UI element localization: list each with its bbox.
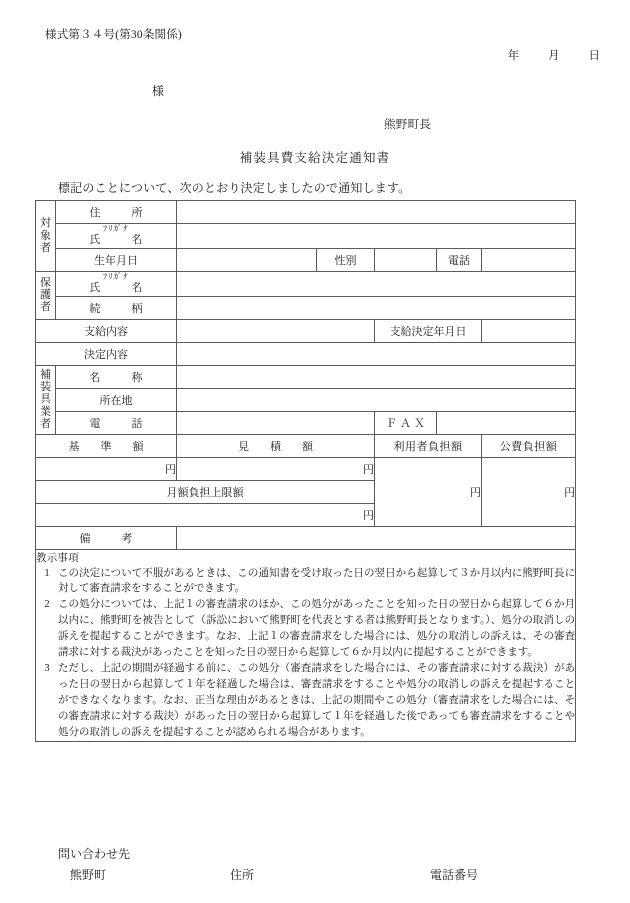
label-decision-content: 決定内容 bbox=[36, 342, 177, 365]
vendor-char-4: 業 bbox=[40, 405, 51, 418]
notice-item-number: 1 bbox=[44, 567, 50, 579]
addressee-suffix: 様 bbox=[152, 84, 165, 98]
target-person-char-3: 者 bbox=[40, 242, 51, 255]
label-address: 住 所 bbox=[56, 201, 177, 224]
label-remarks: 備 考 bbox=[36, 526, 177, 549]
notice-item-number: 2 bbox=[44, 599, 50, 611]
notice-item-text: この決定について不服があるときは、この通知書を受け取った日の翌日から起算して３か月以内に熊野町長に対して審査請求をすることができます。 bbox=[58, 567, 576, 595]
table-row bbox=[36, 549, 576, 741]
field-phone[interactable] bbox=[482, 248, 576, 271]
notice-item bbox=[36, 566, 575, 598]
field-user-burden[interactable]: 円 bbox=[375, 457, 482, 526]
contact-title: 問い合わせ先 bbox=[58, 847, 131, 861]
table-row bbox=[36, 434, 576, 457]
vendor-char-2: 装 bbox=[40, 381, 51, 394]
table-row bbox=[36, 248, 576, 271]
field-birthdate[interactable] bbox=[177, 248, 317, 271]
label-estimate-amount: 見 積 額 bbox=[177, 434, 375, 457]
table-row bbox=[36, 342, 576, 365]
label-supply-content: 支給内容 bbox=[36, 319, 177, 342]
vendor-char-3: 具 bbox=[40, 393, 51, 406]
date-day-label: 日 bbox=[588, 50, 600, 62]
contact-municipality: 熊野町 bbox=[70, 868, 107, 882]
guardian-char-3: 者 bbox=[40, 301, 51, 314]
field-address[interactable] bbox=[177, 201, 576, 224]
field-monthly-cap[interactable]: 円 bbox=[36, 503, 375, 526]
field-relation[interactable] bbox=[177, 296, 576, 319]
field-vendor-phone[interactable] bbox=[177, 411, 375, 434]
field-vendor-name[interactable] bbox=[177, 365, 576, 388]
table-row bbox=[36, 296, 576, 319]
vendor-char-1: 補 bbox=[40, 368, 51, 381]
notice-item-text: この処分については、上記１の審査請求のほか、この処分があったことを知った日の翌日から起算して６か月以内に、熊野町を被告として（訴訟において熊野町を代表とする者は熊野町長となります。）、処分の取消しの訴えを提起することができます。なお、上記１の審査請求をした場合には、処分の取消しの訴えは、その審査請求に対する裁決があったことを知った日の翌日から起算して６か月以内に提起することができます。 bbox=[58, 599, 576, 659]
vendor-char-5: 者 bbox=[40, 417, 51, 430]
label-supply-decision-date: 支給決定年月日 bbox=[375, 319, 482, 342]
label-furigana-guardian: ﾌﾘｶﾞﾅ bbox=[103, 271, 129, 281]
issuer-name: 熊野町長 bbox=[384, 119, 432, 131]
date-line bbox=[508, 47, 600, 63]
guardian-char-1: 保 bbox=[40, 276, 51, 289]
table-row bbox=[36, 388, 576, 411]
label-vendor-location: 所在地 bbox=[56, 388, 177, 411]
notice-item-number: 3 bbox=[44, 663, 50, 675]
table-row bbox=[36, 457, 576, 480]
label-birthdate: 生年月日 bbox=[56, 248, 177, 271]
table-row bbox=[36, 365, 576, 388]
label-furigana-target: ﾌﾘｶﾞﾅ bbox=[103, 224, 129, 233]
table-row bbox=[36, 224, 576, 249]
notice-item bbox=[36, 661, 575, 741]
field-guardian-name[interactable] bbox=[177, 271, 576, 296]
label-monthly-cap: 月額負担上限額 bbox=[36, 480, 375, 503]
label-name-target: 氏 名 bbox=[89, 234, 153, 246]
field-public-burden[interactable]: 円 bbox=[482, 457, 576, 526]
row-group-label-target-person bbox=[36, 201, 56, 272]
contact-row bbox=[70, 866, 590, 883]
row-group-label-vendor bbox=[36, 365, 56, 434]
field-supply-decision-date[interactable] bbox=[482, 319, 576, 342]
label-user-burden: 利用者負担額 bbox=[375, 434, 482, 457]
notice-item bbox=[36, 597, 575, 661]
label-fax: ＦＡＸ bbox=[375, 411, 437, 434]
notice-title: 教示事項 bbox=[36, 552, 79, 564]
field-vendor-location[interactable] bbox=[177, 388, 576, 411]
field-supply-content[interactable] bbox=[177, 319, 375, 342]
page-title: 補装具費支給決定通知書 bbox=[239, 151, 391, 165]
notification-form-table bbox=[35, 200, 576, 742]
date-month-label: 月 bbox=[548, 50, 560, 62]
field-estimate-amount[interactable]: 円 bbox=[177, 457, 375, 480]
field-decision-content[interactable] bbox=[177, 342, 576, 365]
contact-address-label: 住所 bbox=[230, 868, 255, 882]
field-target-name[interactable] bbox=[177, 224, 576, 249]
notice-item-text: ただし、上記の期間が経過する前に、この処分（審査請求をした場合には、その審査請求に対する裁決）があった日の翌日から起算して１年を経過した場合は、審査請求をすることや処分の取消しの訴えを提起することができなくなります。なお、正当な理由があるときは、上記の期間やこの処分（審査請求をした場合には、その審査請求に対する裁決）があった日の翌日から起算して１年を経過した後であっても審査請求をすることや処分の取消しの訴えを提起することが認められる場合があります。 bbox=[58, 663, 576, 739]
guardian-char-2: 護 bbox=[40, 288, 51, 301]
table-row bbox=[36, 411, 576, 434]
form-number: 様式第３４号(第30条関係) bbox=[45, 29, 182, 41]
label-phone: 電話 bbox=[437, 248, 482, 271]
table-row bbox=[36, 526, 576, 549]
row-group-label-guardian bbox=[36, 271, 56, 319]
label-vendor-name: 名 称 bbox=[56, 365, 177, 388]
table-row bbox=[36, 201, 576, 224]
table-row bbox=[36, 319, 576, 342]
date-year-label: 年 bbox=[507, 50, 520, 62]
field-remarks[interactable] bbox=[177, 526, 576, 549]
label-vendor-phone: 電 話 bbox=[56, 411, 177, 434]
lead-sentence: 標記のことについて、次のとおり決定しましたので通知します。 bbox=[58, 181, 411, 195]
table-row bbox=[36, 271, 576, 296]
label-target-name bbox=[56, 224, 177, 249]
field-standard-amount[interactable]: 円 bbox=[36, 457, 177, 480]
label-name-guardian: 氏 名 bbox=[89, 281, 153, 294]
field-gender[interactable] bbox=[375, 248, 437, 271]
label-guardian-name bbox=[56, 271, 177, 296]
contact-phone-label: 電話番号 bbox=[430, 868, 479, 882]
notice-cell bbox=[36, 549, 576, 741]
label-standard-amount: 基 準 額 bbox=[36, 434, 177, 457]
label-public-burden: 公費負担額 bbox=[482, 434, 576, 457]
label-relation: 続 柄 bbox=[56, 296, 177, 319]
target-person-char-2: 象 bbox=[40, 229, 51, 242]
label-gender: 性別 bbox=[317, 248, 375, 271]
target-person-char-1: 対 bbox=[40, 217, 51, 230]
field-fax[interactable] bbox=[437, 411, 576, 434]
